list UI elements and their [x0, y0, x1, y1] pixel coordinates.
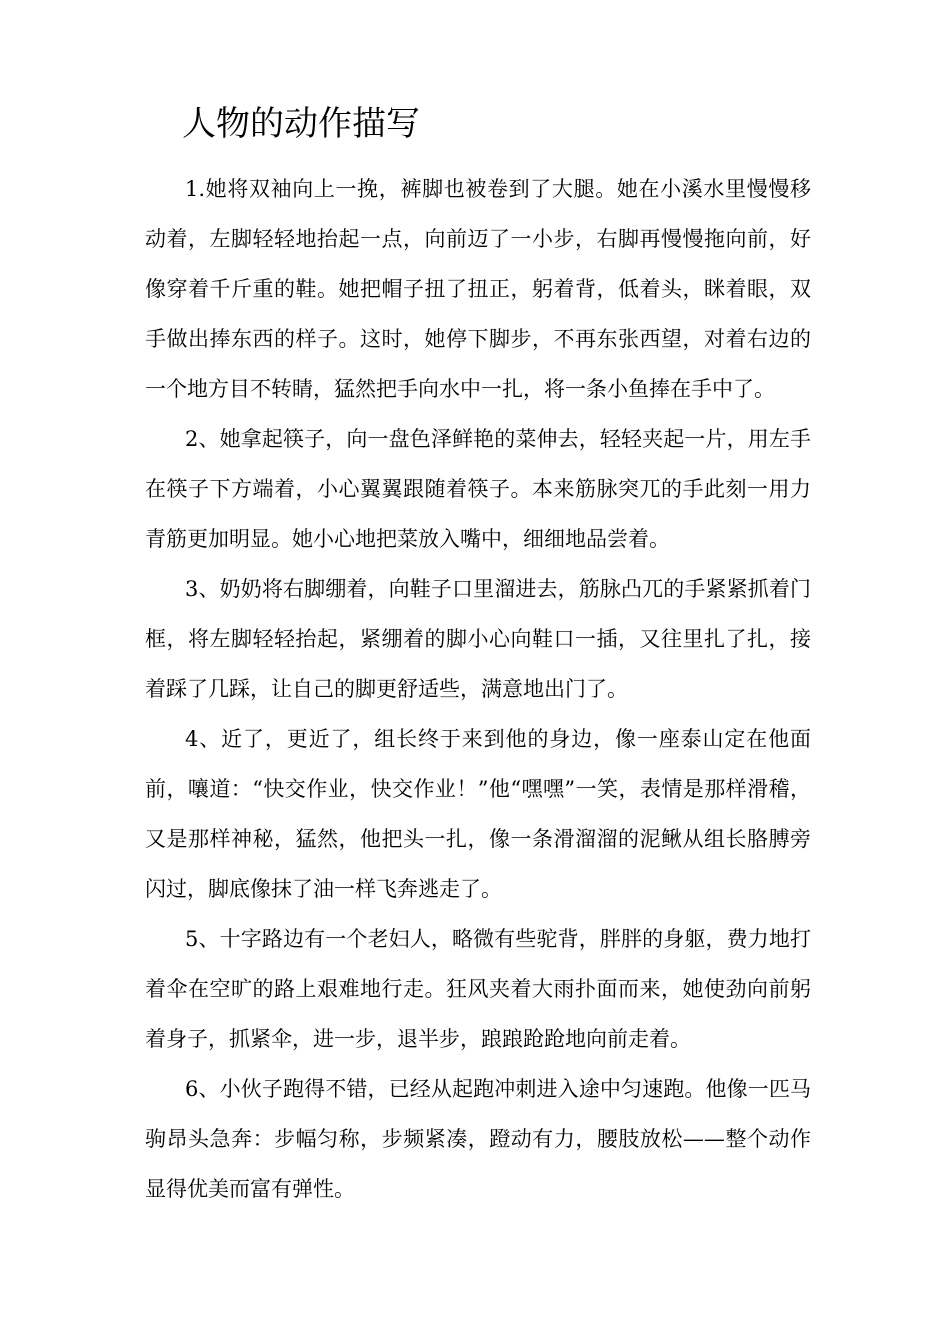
paragraph-6: 6、小伙子跑得不错，已经从起跑冲刺进入途中匀速跑。他像一匹马驹昂头急奔：步幅匀称，步频紧凑，蹬动有力，腰肢放松——整个动作显得优美而富有弹性。 — [145, 1077, 811, 1201]
document-title: 人物的动作描写 — [182, 104, 420, 144]
paragraph-1: 1.她将双袖向上一挽，裤脚也被卷到了大腿。她在小溪水里慢慢移动着，左脚轻轻地抬起一点，向前迈了一小步，右脚再慢慢拖向前，好像穿着千斤重的鞋。她把帽子扭了扭正，躬着背，低着头，眯着眼，双手做出捧东西的样子。这时，她停下脚步，不再东张西望，对着右边的一个地方目不转睛，猛然把手向水中一扎，将一条小鱼捧在手中了。 — [145, 177, 811, 401]
paragraph-5: 5、十字路边有一个老妇人，略微有些驼背，胖胖的身躯，费力地打着伞在空旷的路上艰难地行走。狂风夹着大雨扑面而来，她使劲向前躬着身子，抓紧伞，进一步，退半步，踉踉跄跄地向前走着。 — [145, 927, 811, 1051]
paragraph-4: 4、近了，更近了，组长终于来到他的身边，像一座泰山定在他面前，嚷道：“快交作业，快交作业！”他“嘿嘿”一笑，表情是那样滑稽，又是那样神秘，猛然，他把头一扎，像一条滑溜溜的泥鳅从组长胳膊旁闪过，脚底像抹了油一样飞奔逃走了。 — [145, 727, 811, 901]
paragraph-2: 2、她拿起筷子，向一盘色泽鲜艳的菜伸去，轻轻夹起一片，用左手在筷子下方端着，小心翼翼跟随着筷子。本来筋脉突兀的手此刻一用力青筋更加明显。她小心地把菜放入嘴中，细细地品尝着。 — [145, 427, 811, 551]
document-body — [145, 164, 811, 1214]
paragraph-3: 3、奶奶将右脚绷着，向鞋子口里溜进去，筋脉凸兀的手紧紧抓着门框，将左脚轻轻抬起，紧绷着的脚小心向鞋口一插，又往里扎了扎，接着踩了几踩，让自己的脚更舒适些，满意地出门了。 — [145, 577, 811, 701]
